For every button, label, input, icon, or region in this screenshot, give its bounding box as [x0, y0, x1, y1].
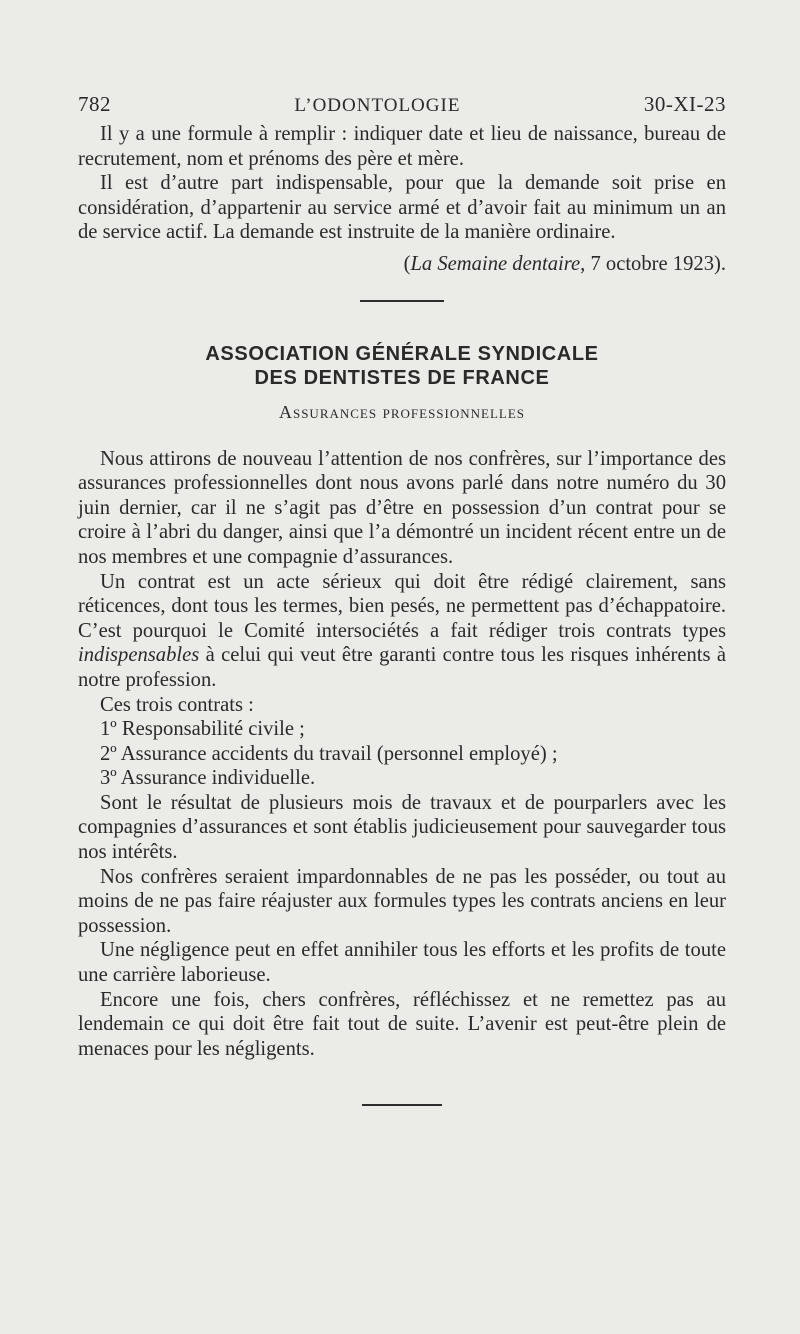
body-paragraph-5: Nos confrères seraient impardonnables de ne pas les posséder, ou tout au moins de ne pas faire réajuster aux formules types les contrats anciens en leur possession. [78, 865, 726, 937]
body-paragraph-7: Encore une fois, chers confrères, réfléchissez et ne remettez pas au lendemain ce qui doit être fait tout de suite. L’avenir est peut-être plein de menaces pour les négligents. [78, 988, 726, 1060]
article-body [78, 447, 726, 1062]
list-item-2: 2º Assurance accidents du travail (personnel employé) ; [100, 742, 558, 765]
body-paragraph-4: Sont le résultat de plusieurs mois de travaux et de pourparlers avec les compagnies d’assurances et sont établis judicieusement pour sauvegarder tous nos intérêts. [78, 791, 726, 864]
list-item-1: 1º Responsabilité civile ; [100, 718, 305, 741]
document-page [78, 92, 726, 1106]
body-paragraph-2 [78, 570, 726, 693]
issue-date: 30-XI-23 [643, 92, 726, 116]
emphasis-indispensables: indispensables [78, 644, 200, 667]
body-paragraph-3: Ces trois contrats : [100, 693, 254, 716]
running-header [78, 92, 726, 122]
section-divider-bottom [362, 1104, 442, 1106]
journal-title: L’ODONTOLOGIE [294, 95, 461, 116]
section-title-line-2: DES DENTISTES DE FRANCE [254, 366, 550, 389]
page-number: 782 [78, 92, 111, 116]
body-paragraph-2-end: à celui qui veut être garanti contre tous les risques inhérents à notre profession. [78, 644, 726, 691]
body-paragraph-1: Nous attirons de nouveau l’attention de nos confrères, sur l’importance des assurances professionnelles dont nous avons parlé dans notre numéro du 30 juin dernier, car il ne s’agit pas d’être en possession d’un contrat pour se croire à l’abri du danger, ainsi que l’a démontré un incident récent entre un de nos membres et une compagnie d’assurances. [78, 447, 726, 568]
section-title [78, 342, 726, 390]
source-title: La Semaine dentaire [410, 252, 581, 275]
list-item-3: 3º Assurance individuelle. [100, 767, 316, 790]
intro-paragraph-2: Il est d’autre part indispensable, pour que la demande soit prise en considération, d’appartenir au service armé et d’avoir fait au minimum un an de service actif. La demande est instruite de la manière ordinaire. [78, 172, 726, 244]
body-paragraph-6: Une négligence peut en effet annihiler tous les efforts et les profits de toute une carrière laborieuse. [78, 939, 726, 987]
section-title-line-1: ASSOCIATION GÉNÉRALE SYNDICALE [205, 342, 599, 365]
source-details: , 7 octobre 1923). [580, 252, 726, 275]
intro-paragraph-1: Il y a une formule à remplir : indiquer date et lieu de naissance, bureau de recrutement, nom et prénoms des père et mère. [78, 123, 726, 170]
source-citation [78, 252, 726, 277]
section-divider-top [360, 300, 444, 302]
source-open-paren: ( [403, 252, 411, 275]
section-subtitle: Assurances professionnelles [278, 401, 526, 422]
body-paragraph-2-start: Un contrat est un acte sérieux qui doit être rédigé clairement, sans réticences, dont tous les termes, bien pesés, ne permettent pas d’échappatoire. C’est pourquoi le Comité intersociétés a fait rédiger trois contrats types [78, 570, 726, 642]
